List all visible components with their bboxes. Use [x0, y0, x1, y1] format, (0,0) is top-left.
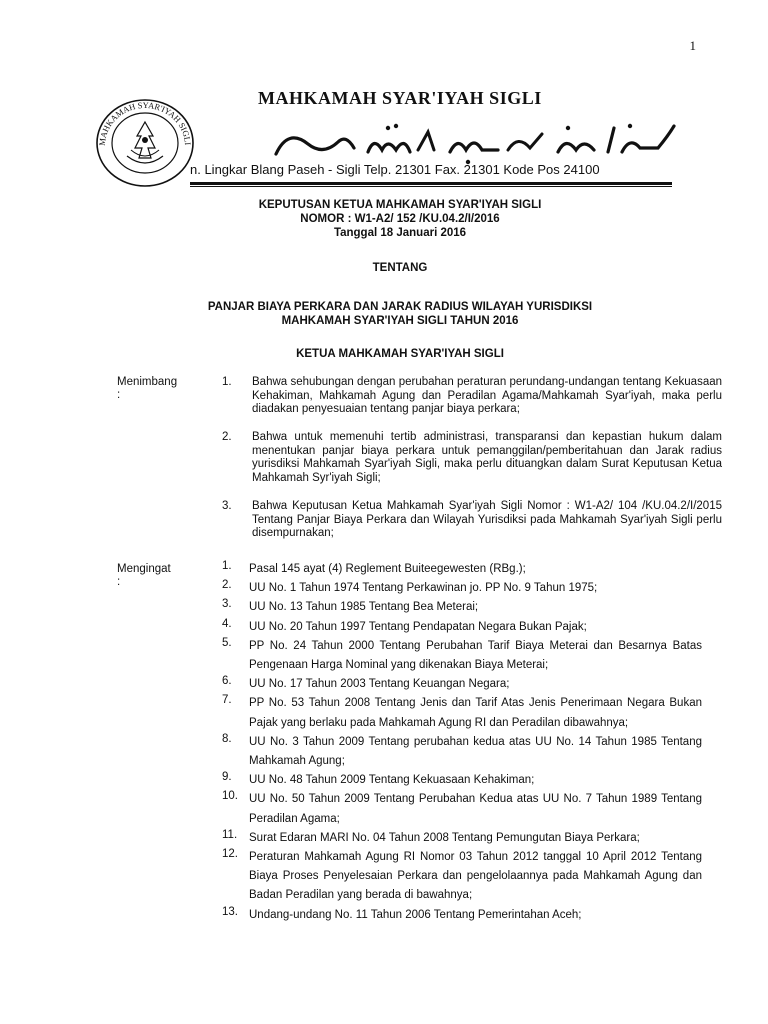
item-number: 3. [222, 598, 232, 611]
item-number: 9. [222, 771, 232, 784]
item-number: 11. [222, 828, 238, 841]
mengingat-item [222, 906, 702, 925]
tentang-heading: TENTANG [372, 262, 428, 274]
item-text: UU No. 1 Tahun 1974 Tentang Perkawinan jo. PP No. 9 Tahun 1975; [249, 582, 598, 595]
mengingat-item [222, 560, 702, 579]
item-text: Undang-undang No. 11 Tahun 2006 Tentang Pemerintahan Aceh; [249, 908, 582, 921]
item-text: PP No. 24 Tahun 2000 Tentang Perubahan Tarif Biaya Meterai dan Besarnya Batas Pengenaan Harga Nominal yang dikenakan Biaya Meterai; [249, 639, 702, 672]
mengingat-item [222, 829, 702, 848]
mengingat-item [222, 771, 702, 790]
item-text: Surat Edaran MARI No. 04 Tahun 2008 Tentang Pemungutan Biaya Perkara; [249, 831, 640, 844]
issuer-heading: KETUA MAHKAMAH SYAR'IYAH SIGLI [296, 348, 504, 360]
item-number: 12. [222, 848, 238, 861]
item-number: 1. [222, 560, 232, 572]
header-rule-thick [190, 182, 672, 185]
mengingat-item [222, 694, 702, 732]
court-name: MAHKAMAH SYAR'IYAH SIGLI [258, 88, 542, 108]
item-text: UU No. 20 Tahun 1997 Tentang Pendapatan Negara Bukan Pajak; [249, 620, 587, 633]
court-address: n. Lingkar Blang Paseh - Sigli Telp. 21301 Fax. 21301 Kode Pos 24100 [190, 162, 600, 177]
item-number: 5. [222, 636, 232, 649]
item-number: 4. [222, 617, 232, 630]
seal-text: MAHKAMAH SYAR'IYAH SIGLI [96, 99, 194, 147]
menimbang-label-text: Menimbang [117, 376, 178, 388]
subject-line-1: PANJAR BIAYA PERKARA DAN JARAK RADIUS WILAYAH YURISDIKSI [207, 301, 593, 313]
item-text: PP No. 53 Tahun 2008 Tentang Jenis dan Tarif Atas Jenis Penerimaan Negara Bukan Pajak yang berlaku pada Mahkamah Agung RI dan Peradilan dibawahnya; [249, 697, 702, 729]
mengingat-item [222, 733, 702, 771]
decree-subject [160, 300, 640, 328]
court-seal-logo [93, 96, 197, 188]
mengingat-colon: : [117, 576, 121, 588]
item-number: 6. [222, 675, 232, 688]
mengingat-item [222, 790, 702, 828]
item-text: UU No. 3 Tahun 2009 Tentang perubahan kedua atas UU No. 14 Tahun 1985 Tentang Mahkamah Agung; [249, 735, 702, 768]
item-text: Bahwa Keputusan Ketua Mahkamah Syar'iyah Sigli Nomor : W1-A2/ 104 /KU.04.2/I/2015 Tentang Panjar Biaya Perkara dan Wilayah Yurisdiksi pada Mahkamah Syar'iyah Sigli perlu disempurnakan; [252, 500, 722, 539]
decree-date: Tanggal 18 Januari 2016 [333, 227, 467, 239]
mengingat-item [222, 579, 702, 598]
item-text: Peraturan Mahkamah Agung RI Nomor 03 Tahun 2012 tanggal 10 April 2012 Tentang Biaya Proses Penyelesaian Perkara dan pengelolaannya pada Mahkamah Agung dan Badan Peradilan yang berada di bawahnya; [249, 851, 702, 902]
mengingat-label [117, 563, 171, 589]
item-text: Pasal 145 ayat (4) Reglement Buiteegewesten (RBg.); [249, 563, 526, 575]
item-number: 1. [222, 376, 232, 388]
header-rule-thin [190, 186, 672, 187]
item-number: 2. [222, 431, 232, 443]
item-number: 7. [222, 694, 232, 707]
item-number: 10. [222, 790, 238, 803]
item-text: Bahwa untuk memenuhi tertib administrasi, transparansi dan kepastian hukum dalam menentukan panjar biaya perkara untuk pemanggilan/pemberitahuan dan Jarak radius yurisdiksi Mahkamah Syar'iyah Sigli, maka perlu dituangkan dalam Surat Keputusan Ketua Mahkamah Syr'iyah Sigli; [252, 431, 722, 484]
menimbang-label [117, 376, 177, 402]
mengingat-item [222, 598, 702, 617]
item-text: UU No. 50 Tahun 2009 Tentang Perubahan Kedua atas UU No. 7 Tahun 1989 Tentang Peradilan Agama; [249, 793, 702, 825]
item-number: 2. [222, 579, 232, 592]
item-text: UU No. 48 Tahun 2009 Tentang Kekuasaan Kehakiman; [249, 774, 535, 787]
decree-title: KEPUTUSAN KETUA MAHKAMAH SYAR'IYAH SIGLI [258, 199, 542, 211]
subject-line-2: MAHKAMAH SYAR'IYAH SIGLI TAHUN 2016 [281, 315, 519, 327]
mengingat-item [222, 637, 702, 675]
item-text: UU No. 17 Tahun 2003 Tentang Keuangan Negara; [249, 678, 510, 691]
item-text: UU No. 13 Tahun 1985 Tentang Bea Meterai; [249, 601, 479, 614]
item-number: 8. [222, 732, 232, 745]
mengingat-label-text: Mengingat [117, 563, 171, 575]
decree-heading [160, 198, 640, 240]
decree-number: NOMOR : W1-A2/ 152 /KU.04.2/I/2016 [300, 213, 500, 225]
item-number: 13. [222, 905, 238, 918]
item-text: Bahwa sehubungan dengan perubahan peraturan perundang-undangan tentang Kekuasaan Kehakiman, Mahkamah Agung dan Peradilan Agama/Mahkamah Syar'iyah, maka perlu diadakan penyesuaian tentang panjar biaya perkara; [252, 376, 722, 415]
menimbang-colon: : [117, 389, 121, 401]
mengingat-item [222, 675, 702, 694]
item-number: 3. [222, 500, 232, 512]
mengingat-item [222, 618, 702, 637]
mengingat-list [222, 560, 702, 925]
page-number: 1 [689, 38, 696, 53]
mengingat-item [222, 848, 702, 906]
